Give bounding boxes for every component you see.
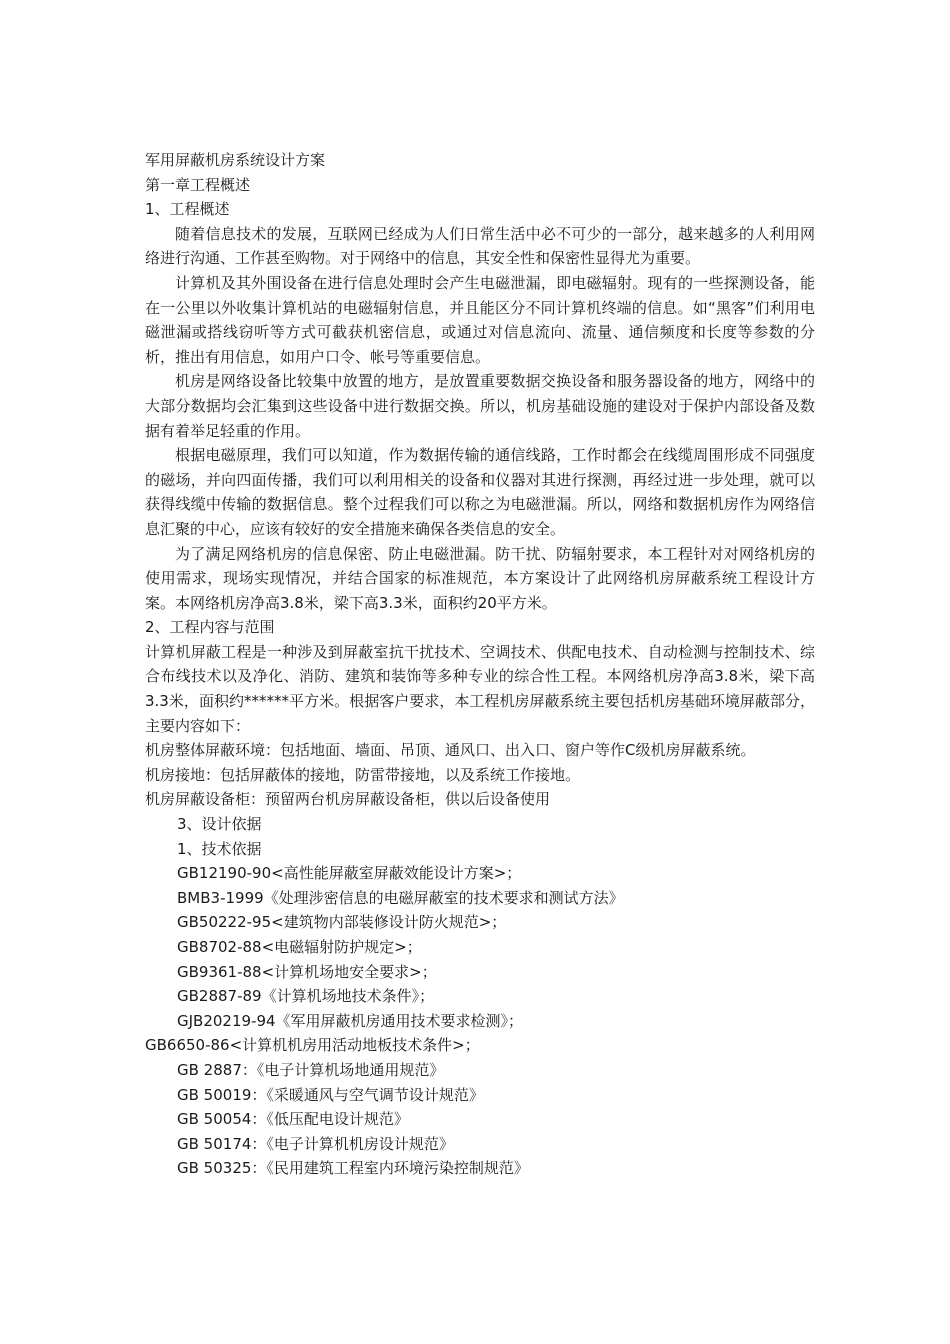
document-page	[145, 148, 815, 1181]
scope-item: 机房屏蔽设备柜：预留两台机房屏蔽设备柜，供以后设备使用	[145, 790, 551, 809]
reference-item: GB8702-88<电磁辐射防护规定>；	[177, 938, 422, 956]
reference-item: GB 50325：《民用建筑工程室内环境污染控制规范》	[177, 1159, 529, 1178]
overview-paragraph: 机房是网络设备比较集中放置的地方，是放置重要数据交换设备和服务器设备的地方，网络中的大部分数据均会汇集到这些设备中进行数据交换。所以，机房基础设施的建设对于保护内部设备及数据有着举足轻重的作用。	[145, 372, 815, 440]
overview-paragraph: 随着信息技术的发展，互联网已经成为人们日常生活中必不可少的一部分，越来越多的人利用网络进行沟通、工作甚至购物。对于网络中的信息，其安全性和保密性显得尤为重要。	[145, 224, 815, 268]
section-heading-basis: 3、设计依据	[177, 815, 262, 834]
reference-item: GB50222-95<建筑物内部装修设计防火规范>；	[177, 913, 507, 932]
scope-item: 机房接地：包括屏蔽体的接地，防雷带接地，以及系统工作接地。	[145, 765, 581, 784]
reference-item: BMB3-1999《处理涉密信息的电磁屏蔽室的技术要求和测试方法》	[177, 888, 624, 907]
reference-item: GB9361-88<计算机场地安全要求>；	[177, 962, 437, 981]
sub-heading-technical-basis: 1、技术依据	[177, 839, 262, 858]
reference-item: GB 50174：《电子计算机机房设计规范》	[177, 1134, 454, 1153]
reference-item: GB2887-89《计算机场地技术条件》；	[177, 987, 435, 1006]
chapter-heading: 第一章工程概述	[145, 175, 251, 194]
overview-paragraph: 为了满足网络机房的信息保密、防止电磁泄漏。防干扰、防辐射要求，本工程针对对网络机房的使用需求，现场实现情况，并结合国家的标准规范，本方案设计了此网络机房屏蔽系统工程设计方案。本网络机房净高3.8米，梁下高3.3米，面积约20平方米。	[145, 544, 815, 612]
reference-item: GJB20219-94《军用屏蔽机房通用技术要求检测》；	[177, 1011, 524, 1030]
section-heading-overview: 1、工程概述	[145, 200, 230, 219]
reference-item: GB12190-90<高性能屏蔽室屏蔽效能设计方案>；	[177, 864, 522, 883]
reference-item: GB 2887：《电子计算机场地通用规范》	[177, 1060, 445, 1079]
reference-item: GB 50019：《采暖通风与空气调节设计规范》	[177, 1085, 484, 1104]
scope-item: 机房整体屏蔽环境：包括地面、墙面、吊顶、通风口、出入口、窗户等作C级机房屏蔽系统。	[145, 741, 756, 760]
overview-paragraph: 根据电磁原理，我们可以知道，作为数据传输的通信线路，工作时都会在线缆周围形成不同强度的磁场，并向四面传播，我们可以利用相关的设备和仪器对其进行探测，再经过进一步处理，就可以获得线缆中传输的数据信息。整个过程我们可以称之为电磁泄漏。所以，网络和数据机房作为网络信息汇聚的中心，应该有较好的安全措施来确保各类信息的安全。	[145, 446, 815, 538]
reference-item: GB 50054：《低压配电设计规范》	[177, 1110, 409, 1129]
document-title: 军用屏蔽机房系统设计方案	[145, 151, 326, 169]
section-heading-scope: 2、工程内容与范围	[145, 618, 275, 637]
overview-paragraph: 计算机及其外围设备在进行信息处理时会产生电磁泄漏，即电磁辐射。现有的一些探测设备，能在一公里以外收集计算机站的电磁辐射信息，并且能区分不同计算机终端的信息。如“黑客”们利用电磁泄漏或搭线窃听等方式可截获机密信息，或通过对信息流向、流量、通信频度和长度等参数的分析，推出有用信息，如用户口令、帐号等重要信息。	[145, 273, 815, 366]
scope-paragraph: 计算机屏蔽工程是一种涉及到屏蔽室抗干扰技术、空调技术、供配电技术、自动检测与控制技术、综合布线技术以及净化、消防、建筑和装饰等多种专业的综合性工程。本网络机房净高3.8米，梁下高3.3米，面积约******平方米。根据客户要求，本工程机房屏蔽系统主要包括机房基础环境屏蔽部分，主要内容如下：	[145, 642, 815, 735]
reference-item: GB6650-86<计算机机房用活动地板技术条件>；	[145, 1036, 480, 1055]
